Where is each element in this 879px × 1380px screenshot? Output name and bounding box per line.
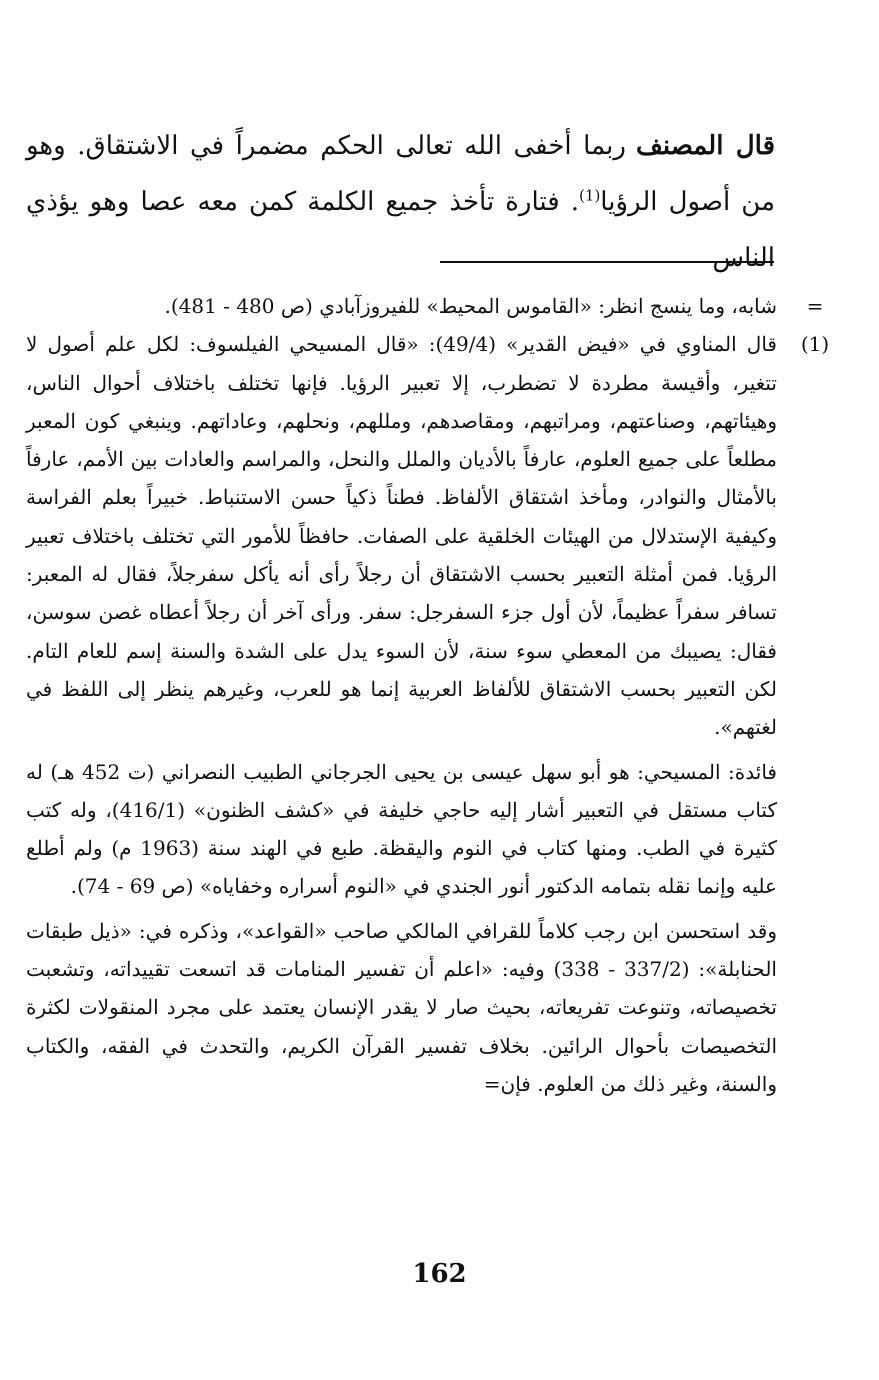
- footnote-1-marker: (1): [800, 332, 830, 357]
- footnote-separator: [440, 261, 774, 263]
- footnotes: [26, 287, 853, 1103]
- footnote-reference: (1): [579, 186, 601, 205]
- main-text-part1: ربما أخفى الله تعالى الحكم مضمراً في الاشتقاق. وهو من أصول الرؤيا: [26, 131, 776, 217]
- continuation-marker: =: [806, 294, 824, 318]
- main-text-part2: . فتارة تأخذ جميع الكلمة كمن معه عصا وهو يؤذي الناس: [26, 187, 775, 273]
- author-lead: قال المصنف: [635, 131, 776, 161]
- footnote-paragraph: وقد استحسن ابن رجب كلاماً للقرافي المالكي صاحب «القواعد»، وذكره في: «ذيل طبقات الحنابلة»: (337/2 - 338) وفيه: «اعلم أن تفسير المنامات قد اتسعت تقييداته، وتشعبت تخصيصاته، وتنوعت تفريعاته، بحيث صار لا يقدر الإنسان يعتمد على مجرد المنقولات لكثرة التخصيصات بأحوال الرائين. بخلاف تفسير القرآن الكريم، والتحدث في الفقه، والكتاب والسنة، وغير ذلك من العلوم. فإن=: [26, 918, 777, 1096]
- footnote-1: [26, 325, 853, 1103]
- continuation-paragraph: شابه، وما ينسج انظر: «القاموس المحيط» للفيروزآبادي (ص 480 - 481).: [164, 294, 777, 318]
- footnote-1-body: [26, 325, 777, 1103]
- continuation-text: [26, 287, 777, 325]
- footnote-paragraph: قال المناوي في «فيض القدير» (49/4): «قال المسيحي الفيلسوف: لكل علم أصول لا تتغير، وأقيسة مطردة لا تضطرب، إلا تعبير الرؤيا. فإنها تختلف باختلاف أحوال الناس، وهيئاتهم، وصناعتهم، ومراتبهم، ومقاصدهم، ومللهم، ونحلهم، وعاداتهم. وينبغي كون المعبر مطلعاً على جميع العلوم، عارفاً بالأديان والملل والنحل، والمراسم والعادات بين الأمم، عارفاً بالأمثال والنوادر، ومأخذ اشتقاق الألفاظ. فطناً ذكياً حسن الاستنباط. خبيراً بعلم الفراسة وكيفية الإستدلال من الهيئات الخلقية على الصفات. حافظاً للأمور التي تختلف باختلاف تعبير الرؤيا. فمن أمثلة التعبير بحسب الاشتقاق أن رجلاً رأى أنه يأكل سفرجلاً، فقال له المعبر: تسافر سفراً عظيماً، لأن أول جزء السفرجل: سفر. ورأى آخر أن رجلاً أعطاه غصن سوسن، فقال: يصيبك من المعطي سوء سنة، لأن السوء يدل على الشدة والسنة إسم للعام التام. لكن التعبير بحسب الاشتقاق للألفاظ العربية إنما هو للعرب، وغيرهم ينظر إلى اللفظ في لغتهم».: [26, 332, 778, 740]
- footnote-paragraph: فائدة: المسيحي: هو أبو سهل عيسى بن يحيى الجرجاني الطبيب النصراني (ت 452 هـ) له كتاب مستقل في التعبير أشار إليه حاجي خليفة في «كشف الظنون» (416/1)، وله كتب كثيرة في الطب. ومنها كتاب في النوم واليقظة. طبع في الهند سنة (1963 م) ولم أطلع عليه وإنما نقله بتمامه الدكتور أنور الجندي في «النوم أسراره وخفاياه» (ص 69 - 74).: [26, 759, 777, 899]
- footnote-continuation: [26, 287, 853, 325]
- page-number: 162: [412, 1259, 467, 1289]
